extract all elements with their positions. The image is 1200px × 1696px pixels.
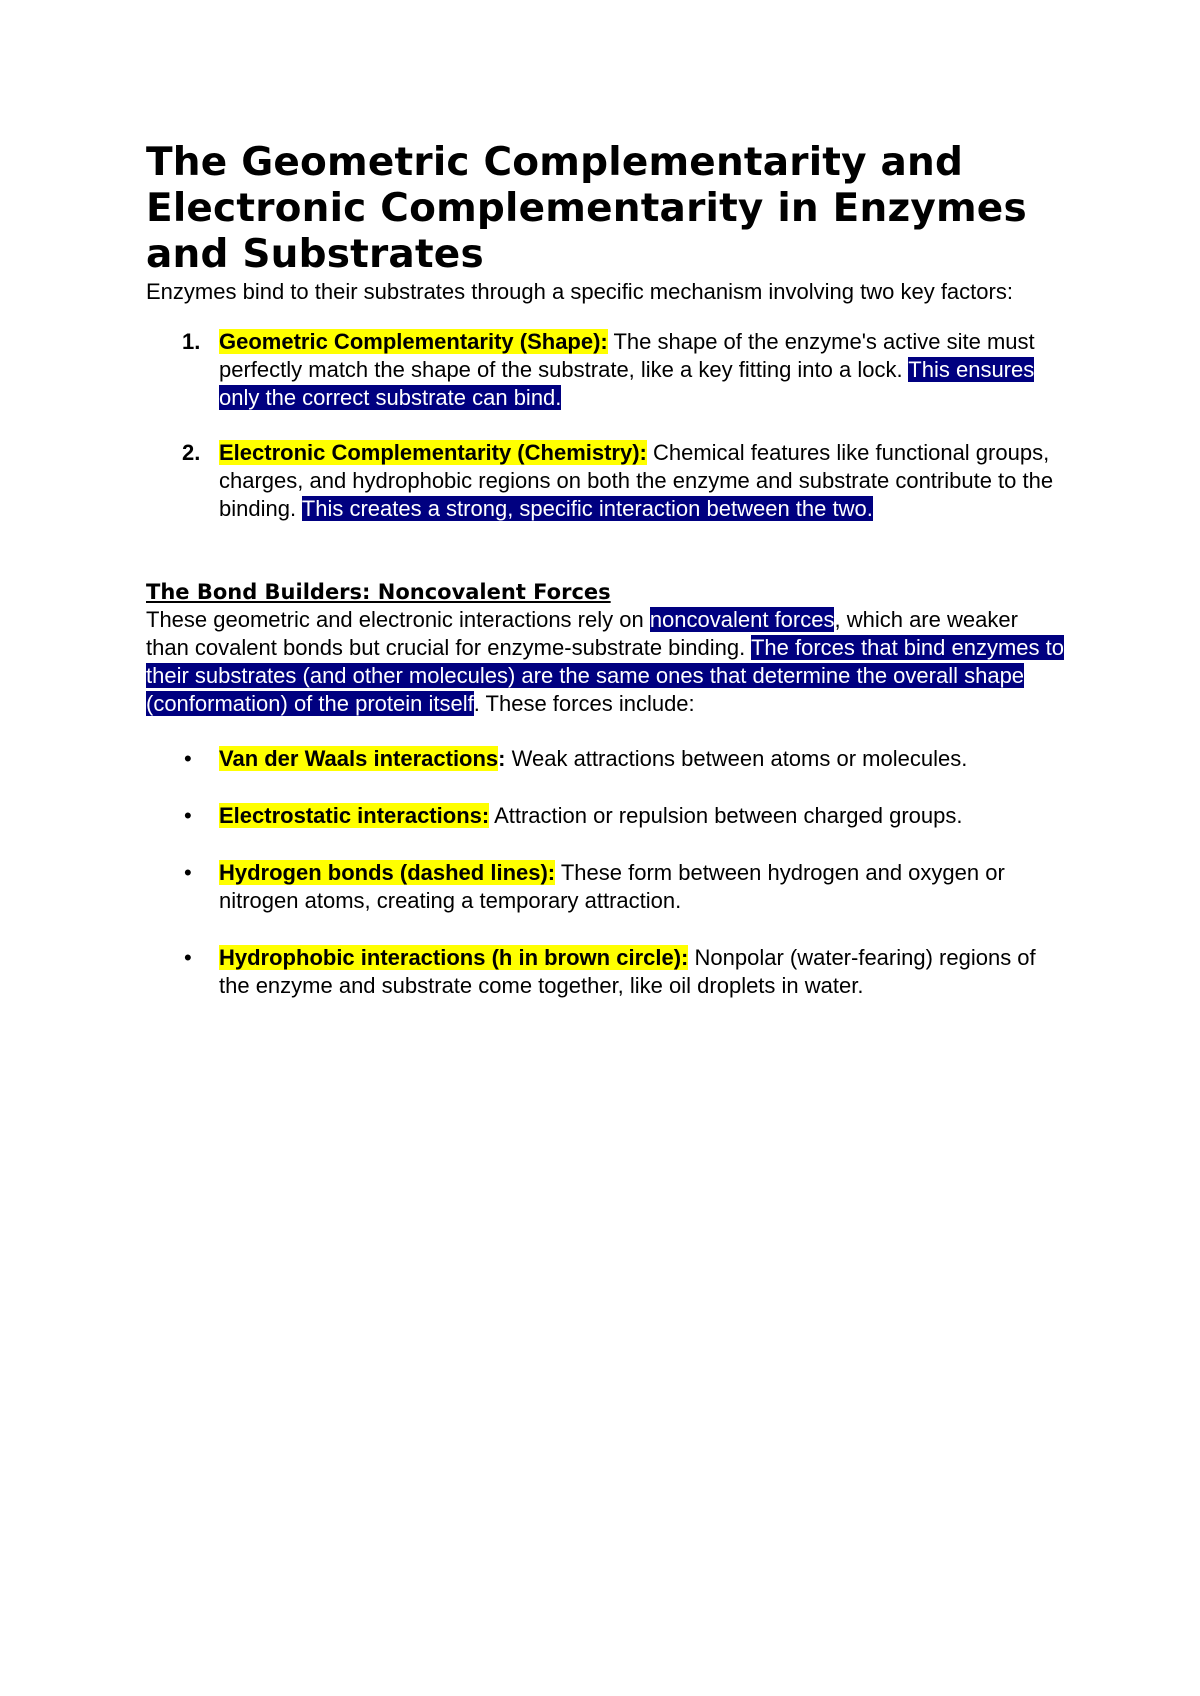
list-item xyxy=(146,802,1066,830)
text-run: These geometric and electronic interactions rely on xyxy=(146,607,650,632)
list-item xyxy=(146,745,1066,773)
term-highlight: Geometric Complementarity (Shape): xyxy=(219,329,608,354)
list-item xyxy=(146,439,1066,523)
list-number: 2. xyxy=(182,440,201,465)
item-text: Attraction or repulsion between charged groups. xyxy=(489,803,963,828)
list-item xyxy=(146,944,1066,1000)
forces-list xyxy=(146,745,1066,1000)
selection-highlight: noncovalent forces xyxy=(649,607,835,632)
intro-paragraph: Enzymes bind to their substrates through a specific mechanism involving two key factors: xyxy=(146,279,1013,304)
selection-highlight: The forces that bind enzymes to their substrates (and other molecules) are the same ones that determine the overall shape (conformation) of the protein itself xyxy=(146,635,1065,716)
factors-list xyxy=(146,328,1066,523)
document-title: The Geometric Complementarity and Electronic Complementarity in Enzymes and Substrates xyxy=(146,140,1027,277)
term-highlight: Electrostatic interactions: xyxy=(219,803,490,828)
text-run: . These forces include: xyxy=(473,691,695,716)
bullet-icon: • xyxy=(184,945,192,970)
term-highlight: Van der Waals interactions xyxy=(219,746,499,771)
item-text: Nonpolar (water-fearing) regions of the enzyme and substrate come together, like oil droplets in water. xyxy=(219,945,1036,998)
term-highlight: Electronic Complementarity (Chemistry): xyxy=(219,440,647,465)
document-page xyxy=(146,140,1066,1029)
list-number: 1. xyxy=(182,329,201,354)
selection-highlight: This ensures only the correct substrate can bind. xyxy=(219,357,1035,410)
item-text: These form between hydrogen and oxygen or nitrogen atoms, creating a temporary attraction. xyxy=(219,860,1005,913)
forces-intro-paragraph xyxy=(146,606,1066,718)
section-heading: The Bond Builders: Noncovalent Forces xyxy=(146,580,611,604)
item-text: The shape of the enzyme's active site must perfectly match the shape of the substrate, like a key fitting into a lock. xyxy=(219,329,1035,382)
list-item xyxy=(146,859,1066,915)
selection-highlight: This creates a strong, specific interaction between the two. xyxy=(301,496,873,521)
item-text: Chemical features like functional groups, charges, and hydrophobic regions on both the enzyme and substrate contribute to the binding. xyxy=(219,440,1054,521)
bullet-icon: • xyxy=(184,746,192,771)
term-colon: : xyxy=(498,746,506,771)
bullet-icon: • xyxy=(184,803,192,828)
term-highlight: Hydrophobic interactions (h in brown circle): xyxy=(219,945,689,970)
bullet-icon: • xyxy=(184,860,192,885)
list-item xyxy=(146,328,1066,412)
term-highlight: Hydrogen bonds (dashed lines): xyxy=(219,860,556,885)
text-run: , which are weaker than covalent bonds but crucial for enzyme-substrate binding. xyxy=(146,607,1018,660)
item-text: Weak attractions between atoms or molecules. xyxy=(505,746,968,771)
